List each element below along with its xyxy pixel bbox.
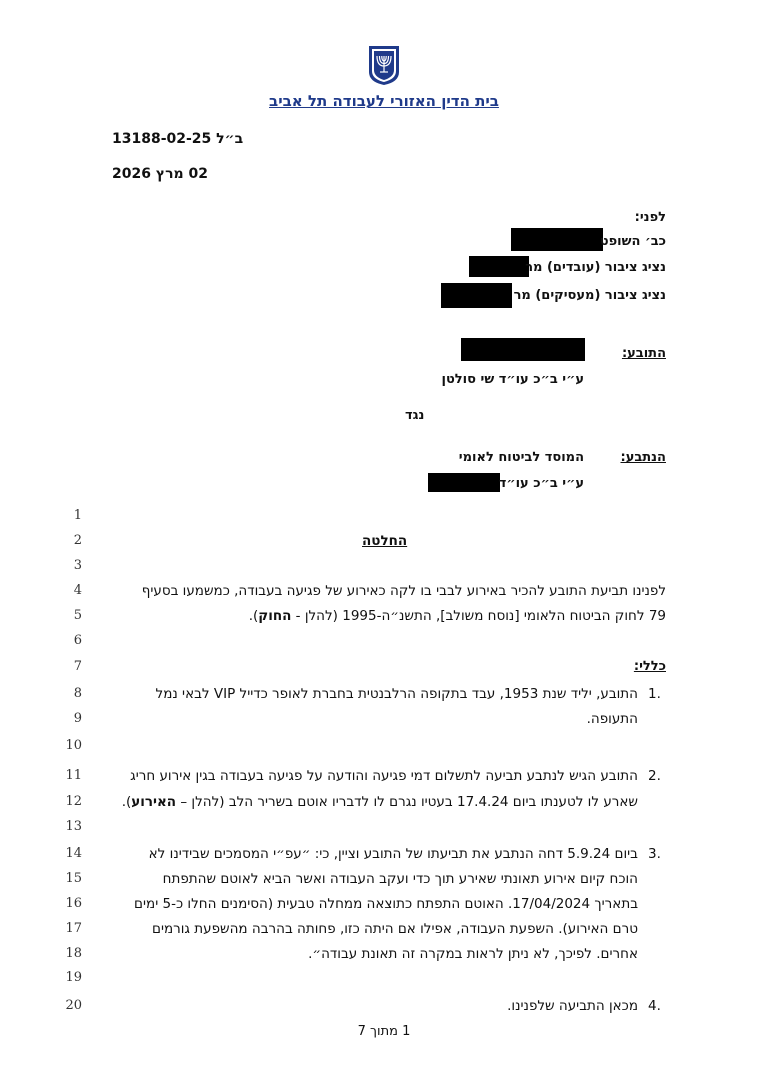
line-number: 5 xyxy=(73,608,82,623)
intro-line-2-end: ). xyxy=(248,608,259,624)
line-number: 4 xyxy=(73,583,82,598)
defendant-label: הנתבע: xyxy=(620,450,666,465)
redaction-workers-rep xyxy=(469,256,529,277)
plaintiff-label: התובע: xyxy=(621,346,666,361)
line-number: 2 xyxy=(73,533,82,548)
page-indicator: 1 מתוך 7 xyxy=(357,1024,411,1039)
workers-rep-label: נציג ציבור (עובדים) מר xyxy=(525,260,666,275)
decision-title: החלטה xyxy=(362,533,408,549)
line-number: 11 xyxy=(65,768,82,783)
defendant-name: המוסד לביטוח לאומי xyxy=(458,450,584,465)
line-number: 3 xyxy=(73,558,82,573)
paragraph-3-line-1: ביום 5.9.24 דחה הנתבע את תביעתו של התובע וציין, כי: ״עפ״י המסמכים שבידינו לא xyxy=(148,846,638,862)
redaction-employers-rep xyxy=(441,283,512,308)
event-term: האירוע xyxy=(131,794,177,810)
line-number: 6 xyxy=(73,633,82,648)
court-name: בית הדין האזורי לעבודה תל אביב xyxy=(269,92,499,110)
general-heading: כללי: xyxy=(633,659,666,674)
employers-rep-label: נציג ציבור (מעסיקים) מר xyxy=(513,288,666,303)
line-number: 9 xyxy=(73,711,82,726)
line-number: 20 xyxy=(65,998,82,1013)
line-number: 15 xyxy=(65,871,82,886)
paragraph-2-line-2-end: ). xyxy=(121,794,132,810)
intro-law-term: החוק xyxy=(258,608,292,624)
line-number: 14 xyxy=(65,846,82,861)
line-number: 17 xyxy=(65,921,82,936)
intro-line-1: לפנינו תביעת התובע להכיר באירוע לבבי בו לקה כאירוע של פגיעה בעבודה, כמשמעו בסעיף xyxy=(141,583,666,599)
line-number: 8 xyxy=(73,686,82,701)
versus-label: נגד xyxy=(405,408,425,423)
paragraph-number: 1. xyxy=(648,686,661,702)
line-number: 16 xyxy=(65,896,82,911)
intro-line-2-text: 79 לחוק הביטוח הלאומי [נוסח משולב], התשנ״ה-1995 (להלן - xyxy=(291,608,666,624)
paragraph-3-line-2: הוכח קיום אירוע תאונתי שאירע תוך כדי ועקב העבודה ואשר הביא לאוטם שהתפתח xyxy=(162,871,638,887)
paragraph-3-line-4: טרם האירוע). השפעת העבודה, אפילו אם היתה כזו, פחותה בהרבה מהשפעת גורמים xyxy=(151,921,638,937)
defendant-counsel: ע״י ב״כ עו״ד xyxy=(498,476,584,491)
redaction-defendant-counsel xyxy=(428,473,500,492)
paragraph-3-line-5: אחרים. לפיכך, לא ניתן לראות במקרה זה תאונת עבודה״. xyxy=(308,946,638,962)
paragraph-4-line-1: מכאן התביעה שלפנינו. xyxy=(507,998,638,1014)
paragraph-number: 3. xyxy=(648,846,661,862)
case-number: ב״ל 13188-02-25 xyxy=(112,131,244,147)
paragraph-number: 2. xyxy=(648,768,661,784)
before-label: לפני: xyxy=(634,210,666,225)
paragraph-3-line-3: בתאריך 17/04/2024. האוטם התפתח כתוצאה ממחלה טבעית (הסימנים החלו כ-5 ימים xyxy=(134,896,638,912)
judge-label: כב׳ השופט xyxy=(599,234,666,249)
line-number: 7 xyxy=(73,659,82,674)
paragraph-2-line-2 xyxy=(122,794,638,810)
intro-line-2 xyxy=(249,608,666,624)
line-number: 1 xyxy=(73,508,82,523)
redaction-plaintiff-name xyxy=(461,338,585,361)
state-emblem-icon xyxy=(366,44,402,86)
line-number: 19 xyxy=(65,970,82,985)
line-number: 10 xyxy=(65,738,82,753)
paragraph-1-line-2: התעופה. xyxy=(586,711,638,727)
paragraph-number: 4. xyxy=(648,998,661,1014)
paragraph-1-line-1: התובע, יליד שנת 1953, עבד בתקופה הרלבנטית בחברת לאופר כדייל VIP לבאי נמל xyxy=(155,686,638,702)
line-number: 12 xyxy=(65,794,82,809)
decision-date: 02 מרץ 2026 xyxy=(112,166,209,182)
line-number: 18 xyxy=(65,946,82,961)
line-number: 13 xyxy=(65,819,82,834)
plaintiff-counsel: ע״י ב״כ עו״ד שי סולטן xyxy=(441,372,584,387)
paragraph-2-line-1: התובע הגיש לנתבע תביעה לתשלום דמי פגיעה והודעה על פגיעה בעבודה בגין אירוע חריג xyxy=(130,768,638,784)
redaction-judge xyxy=(511,228,603,251)
paragraph-2-line-2-text: שארע לו לטענתו ביום 17.4.24 בעטיו נגרם לו לדבריו אוטם בשריר הלב (להלן – xyxy=(176,794,638,810)
